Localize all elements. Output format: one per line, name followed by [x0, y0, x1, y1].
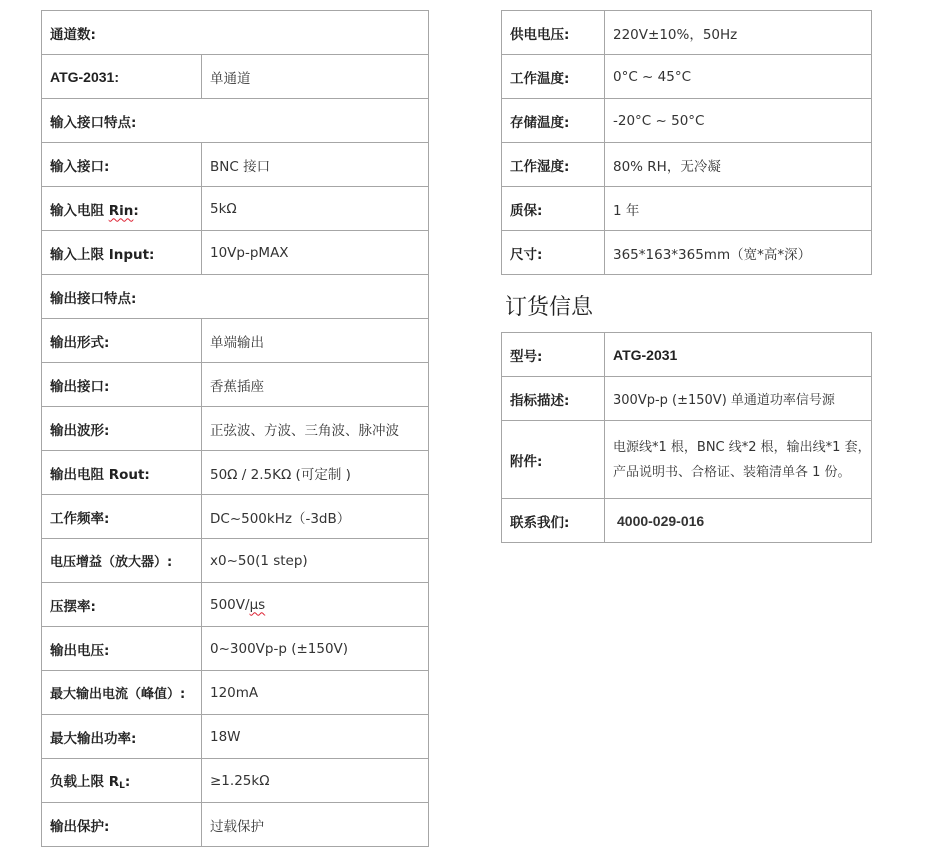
- row-value: 电源线*1 根，BNC 线*2 根，输出线*1 套，产品说明书、合格证、装箱清单各 1 份。: [605, 421, 872, 499]
- row-label: 输出形式:: [42, 319, 202, 363]
- table-row: [42, 451, 429, 495]
- row-value: 120mA: [202, 671, 429, 715]
- row-value: 过载保护: [202, 803, 429, 847]
- row-value: 单通道: [202, 55, 429, 99]
- row-value: 18W: [202, 715, 429, 759]
- row-value: 365*163*365mm（宽*高*深）: [605, 231, 872, 275]
- table-row-description: [502, 377, 872, 421]
- row-label: 输入接口:: [42, 143, 202, 187]
- table-row-model: [502, 333, 872, 377]
- contact-phone: 4000-029-016: [605, 499, 872, 543]
- label-subscript: L: [119, 781, 125, 791]
- row-value: [202, 583, 429, 627]
- table-row-accessories: [502, 421, 872, 499]
- row-value: DC~500kHz（-3dB）: [202, 495, 429, 539]
- section-label: 输出接口特点:: [42, 275, 429, 319]
- order-info-heading: 订货信息: [505, 295, 594, 320]
- table-row: [42, 583, 429, 627]
- label-suffix: :: [133, 202, 139, 219]
- row-label: 工作温度:: [502, 55, 605, 99]
- row-value: x0~50(1 step): [202, 539, 429, 583]
- row-label: 电压增益（放大器）:: [42, 539, 202, 583]
- row-label: 输入上限 Input:: [42, 231, 202, 275]
- table-row: [42, 319, 429, 363]
- row-value: 300Vp-p (±150V) 单通道功率信号源: [605, 377, 872, 421]
- spec-table-right: [501, 10, 872, 275]
- row-label: 压摆率:: [42, 583, 202, 627]
- spellcheck-flagged-text: Rin: [108, 202, 134, 219]
- row-label: 质保:: [502, 187, 605, 231]
- model-value: ATG-2031: [605, 333, 872, 377]
- row-label: 型号:: [502, 333, 605, 377]
- order-info-table: [501, 332, 872, 543]
- row-label: 最大输出电流（峰值）:: [42, 671, 202, 715]
- row-label: 指标描述:: [502, 377, 605, 421]
- row-value: 0~300Vp-p (±150V): [202, 627, 429, 671]
- table-row: [42, 363, 429, 407]
- table-row: [42, 495, 429, 539]
- row-value: 50Ω / 2.5KΩ (可定制 ): [202, 451, 429, 495]
- row-label: 输出接口:: [42, 363, 202, 407]
- row-label: 输出保护:: [42, 803, 202, 847]
- row-label: 联系我们:: [502, 499, 605, 543]
- row-label: 存储温度:: [502, 99, 605, 143]
- table-row: [42, 671, 429, 715]
- table-row: [502, 55, 872, 99]
- spellcheck-flagged-text: μs: [249, 596, 266, 613]
- row-label: 供电电压:: [502, 11, 605, 55]
- table-row: [42, 803, 429, 847]
- row-label: ATG-2031:: [42, 55, 202, 99]
- row-value: 80% RH，无冷凝: [605, 143, 872, 187]
- value-text: 500V/: [210, 596, 250, 613]
- table-row: [42, 539, 429, 583]
- table-row: [502, 11, 872, 55]
- table-row: [502, 187, 872, 231]
- row-label: 最大输出功率:: [42, 715, 202, 759]
- row-value: BNC 接口: [202, 143, 429, 187]
- row-value: 0°C ~ 45°C: [605, 55, 872, 99]
- row-value: 220V±10%，50Hz: [605, 11, 872, 55]
- table-row: [502, 99, 872, 143]
- table-row: [42, 715, 429, 759]
- row-label: 输出电压:: [42, 627, 202, 671]
- row-value: 单端输出: [202, 319, 429, 363]
- table-row-contact: [502, 499, 872, 543]
- row-label: 附件:: [502, 421, 605, 499]
- row-value: 1 年: [605, 187, 872, 231]
- table-row-channels-section: [42, 11, 429, 55]
- table-row-input-section: [42, 99, 429, 143]
- label-text: 负载上限 R: [50, 774, 120, 790]
- row-value: 10Vp-pMAX: [202, 231, 429, 275]
- row-value: 5kΩ: [202, 187, 429, 231]
- row-label: 工作湿度:: [502, 143, 605, 187]
- row-value: -20°C ~ 50°C: [605, 99, 872, 143]
- table-row: [42, 627, 429, 671]
- spec-table-left: [41, 10, 429, 847]
- table-row: [42, 759, 429, 803]
- row-value: 香蕉插座: [202, 363, 429, 407]
- row-label: 工作频率:: [42, 495, 202, 539]
- row-value: 正弦波、方波、三角波、脉冲波: [202, 407, 429, 451]
- table-row: [42, 407, 429, 451]
- row-label: [42, 759, 202, 803]
- row-label: 输出电阻 Rout:: [42, 451, 202, 495]
- section-label: 输入接口特点:: [42, 99, 429, 143]
- section-label: 通道数:: [42, 11, 429, 55]
- row-label: 尺寸:: [502, 231, 605, 275]
- label-text: 输入电阻: [50, 202, 109, 219]
- label-suffix: :: [124, 774, 131, 790]
- table-row: [42, 55, 429, 99]
- row-label: [42, 187, 202, 231]
- row-value: ≥1.25kΩ: [202, 759, 429, 803]
- table-row: [42, 231, 429, 275]
- table-row: [502, 143, 872, 187]
- table-row: [42, 143, 429, 187]
- row-label: 输出波形:: [42, 407, 202, 451]
- table-row: [502, 231, 872, 275]
- table-row: [42, 187, 429, 231]
- table-row-output-section: [42, 275, 429, 319]
